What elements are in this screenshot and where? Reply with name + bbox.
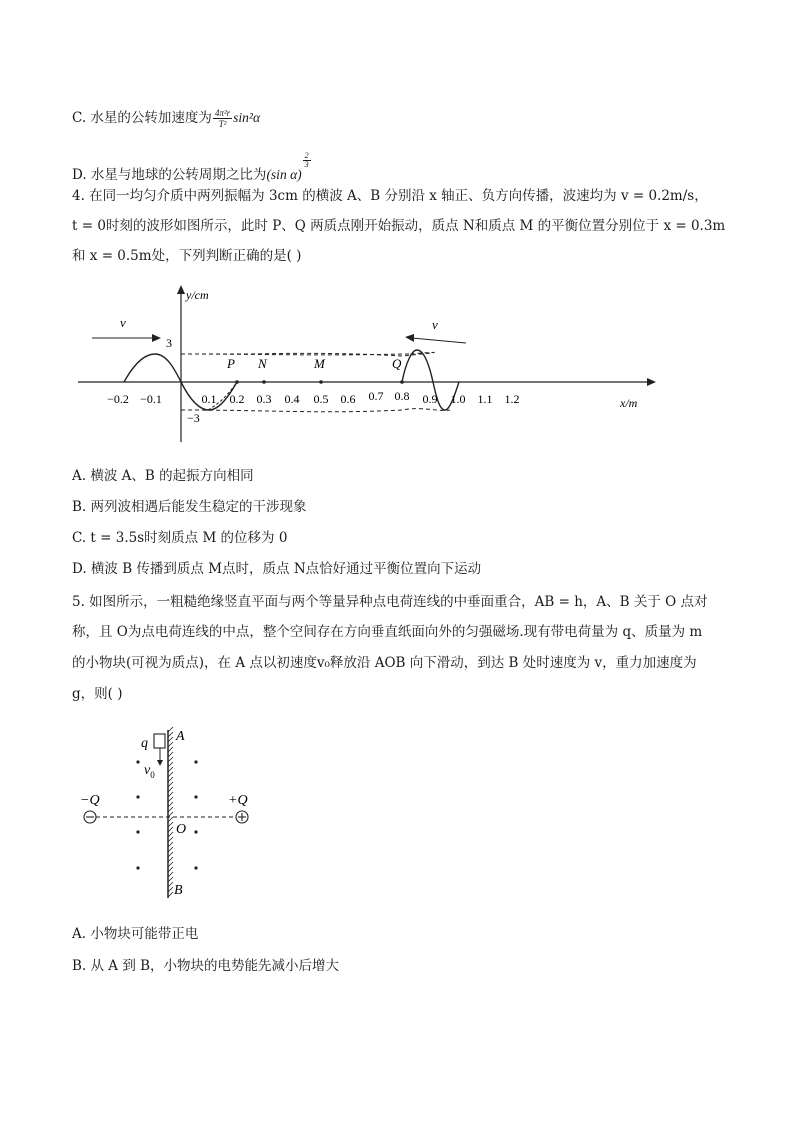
q4-option-d: D. 横波 B 传播到质点 M点时，质点 N点恰好通过平衡位置向下运动 bbox=[72, 561, 482, 577]
q4-stem-line-1: 4. 在同一均匀介质中两列振幅为 3cm 的横波 A、B 分别沿 x 轴正、负方向传播，波速均为 v = 0.2m/s， bbox=[72, 188, 708, 204]
q4-option-a: A. 横波 A、B 的起振方向相同 bbox=[72, 468, 254, 484]
velocity-a-arrowhead-icon bbox=[152, 334, 161, 342]
q5-option-a: A. 小物块可能带正电 bbox=[72, 926, 199, 942]
x-tick-label: 0.1 bbox=[201, 392, 217, 406]
field-dot bbox=[194, 760, 197, 763]
point-q-marker bbox=[400, 380, 404, 384]
point-q-label: Q bbox=[392, 356, 402, 371]
q5-stem-line-2: 称，且 O为点电荷连线的中点，整个空间存在方向垂直纸面向外的匀强磁场.现有带电荷量为 q、质量为 m bbox=[72, 624, 703, 640]
y-axis-arrow-icon bbox=[177, 285, 185, 294]
positive-charge-label: +Q bbox=[228, 793, 248, 808]
field-dot bbox=[136, 866, 139, 869]
x-tick-label: 1.2 bbox=[504, 392, 520, 406]
q4-option-b: B. 两列波相遇后能发生稳定的干涉现象 bbox=[72, 499, 307, 515]
point-o-label: O bbox=[176, 822, 187, 837]
x-tick-label: 0.5 bbox=[313, 392, 329, 406]
v0-arrowhead-icon bbox=[157, 760, 163, 766]
y-pos-label: 3 bbox=[166, 336, 172, 350]
x-tick-label: 0.7 bbox=[368, 389, 384, 403]
q3-option-d-base: (sin α) bbox=[266, 167, 302, 182]
y-neg-label: −3 bbox=[187, 411, 200, 425]
q5-stem-line-4: g，则( ) bbox=[72, 686, 123, 702]
x-tick-labels bbox=[107, 389, 519, 406]
small-block bbox=[154, 734, 165, 748]
q5-stem-line-1: 5. 如图所示，一粗糙绝缘竖直平面与两个等量异种点电荷连线的中垂面重合，AB = h，A、B 关于 O 点对 bbox=[72, 594, 708, 610]
q3-option-c-prefix: C. 水星的公转加速度为 bbox=[72, 110, 212, 126]
y-axis-label: y/cm bbox=[186, 288, 209, 302]
q3-option-d-exponent: $\frac{2}{3}$ bbox=[304, 151, 309, 169]
negative-charge-label: −Q bbox=[80, 793, 100, 808]
x-axis-label: x/m bbox=[620, 396, 638, 410]
q3-option-d-prefix: D. 水星与地球的公转周期之比为 bbox=[72, 167, 267, 183]
q3-option-c bbox=[72, 108, 260, 129]
x-tick-label: 1.1 bbox=[477, 392, 493, 406]
velocity-b-arrowhead-icon bbox=[405, 334, 414, 342]
x-tick-label: 0.3 bbox=[256, 392, 272, 406]
lower-dashed-envelope bbox=[181, 409, 450, 412]
field-dot bbox=[136, 830, 139, 833]
point-m-marker bbox=[319, 380, 323, 384]
q3-option-c-fraction: $\frac{\text{4π²r}}{\text{T²}}$ bbox=[214, 108, 231, 129]
x-tick-label: −0.2 bbox=[107, 392, 129, 406]
q3-option-c-suffix: sin²α bbox=[233, 110, 261, 125]
velocity-b-label: v bbox=[432, 317, 438, 332]
q4-option-c: C. t = 3.5s时刻质点 M 的位移为 0 bbox=[72, 530, 288, 546]
point-n-marker bbox=[262, 380, 266, 384]
x-tick-label: 1.0 bbox=[450, 392, 466, 406]
q4-wave-figure bbox=[72, 282, 672, 452]
x-tick-label: 0.8 bbox=[394, 389, 410, 403]
hatch-mark bbox=[168, 727, 173, 732]
x-tick-label: −0.1 bbox=[140, 392, 162, 406]
v0-label: $v_0$ bbox=[144, 763, 155, 780]
q4-stem-line-2: t = 0时刻的波形如图所示，此时 P、Q 两质点刚开始振动，质点 N和质点 M 的平衡位置分别位于 x = 0.3m bbox=[72, 218, 726, 234]
field-dot bbox=[194, 795, 197, 798]
x-tick-label: 0.2 bbox=[229, 392, 245, 406]
x-axis-arrow-icon bbox=[647, 378, 656, 386]
x-tick-label: 0.6 bbox=[340, 392, 356, 406]
field-dot bbox=[136, 760, 139, 763]
point-n-label: N bbox=[258, 356, 267, 371]
q5-charge-figure bbox=[72, 720, 282, 905]
q4-stem-line-3: 和 x = 0.5m处，下列判断正确的是( ) bbox=[72, 248, 302, 264]
point-m-label: M bbox=[314, 356, 325, 371]
field-dot bbox=[194, 830, 197, 833]
point-b-label: B bbox=[174, 883, 183, 898]
field-dot bbox=[136, 795, 139, 798]
charge-q-label: q bbox=[141, 736, 148, 751]
point-p-label: P bbox=[227, 356, 235, 371]
q3-option-d bbox=[72, 152, 312, 185]
velocity-b-arrow bbox=[412, 338, 466, 343]
q5-option-b: B. 从 A 到 B，小物块的电势能先减小后增大 bbox=[72, 958, 340, 974]
field-dot bbox=[194, 866, 197, 869]
point-a-label: A bbox=[176, 729, 185, 744]
q5-stem-line-3: 的小物块(可视为质点)，在 A 点以初速度v₀释放沿 AOB 向下滑动，到达 B 处时速度为 v，重力加速度为 bbox=[72, 655, 697, 671]
velocity-a-label: v bbox=[120, 315, 126, 330]
point-p-marker bbox=[235, 380, 239, 384]
x-tick-label: 0.4 bbox=[284, 392, 300, 406]
x-tick-label: 0.9 bbox=[422, 392, 438, 406]
